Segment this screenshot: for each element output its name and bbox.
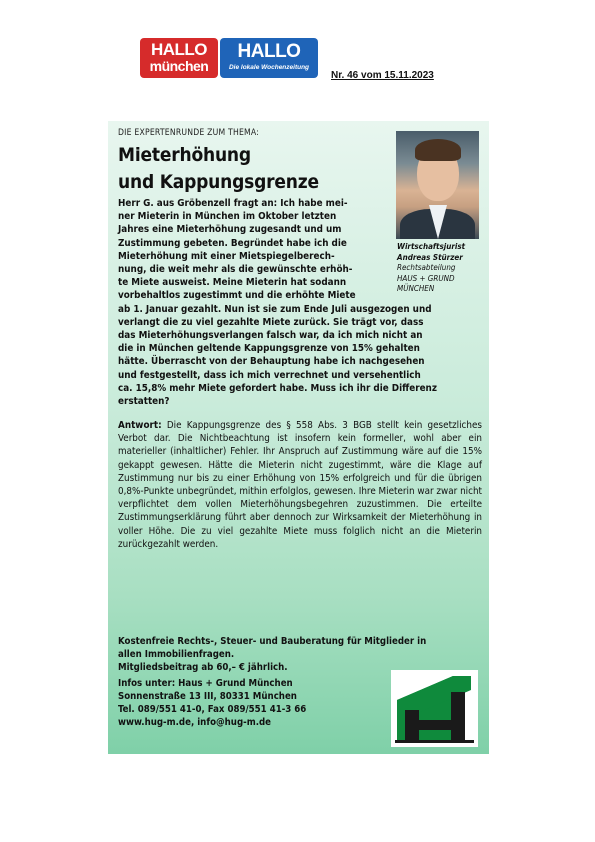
contact-line3: Tel. 089/551 41-0, Fax 089/551 41-3 66 xyxy=(118,704,307,715)
info-line2: allen Immobilienfragen. xyxy=(118,649,235,660)
question-line: Mieterhöhung mit einer Mietspiegelberech- xyxy=(118,250,335,262)
question-line: verlangt die zu viel gezahlte Miete zurück. Sie trägt vor, dass xyxy=(118,316,424,328)
info-line1: Kostenfreie Rechts-, Steuer- und Bauberatung für Mitglieder in xyxy=(118,636,427,647)
reader-question xyxy=(118,197,482,408)
question-line: Zustimmung gebeten. Begründet habe ich die xyxy=(118,237,347,249)
expert-org-line2: MÜNCHEN xyxy=(397,284,435,293)
expert-answer xyxy=(118,419,482,551)
contact-line4: www.hug-m.de, info@hug-m.de xyxy=(118,717,272,728)
question-line: und festgestellt, dass ich mich verrechnet und versehentlich xyxy=(118,369,421,381)
question-line: Herr G. aus Gröbenzell fragt an: Ich habe mei- xyxy=(118,198,348,209)
headline-line2: und Kappungsgrenze xyxy=(118,171,319,193)
contact-line2: Sonnenstraße 13 III, 80331 München xyxy=(118,691,297,702)
article-box xyxy=(108,121,489,754)
expert-dept: Rechtsabteilung xyxy=(397,263,456,272)
headline xyxy=(118,142,319,196)
expert-name: Andreas Stürzer xyxy=(397,252,463,262)
question-line: ca. 15,8% mehr Miete gefordert habe. Muss ich ihr die Differenz xyxy=(118,382,437,394)
answer-text: Die Kappungsgrenze des § 558 Abs. 3 BGB stellt kein gesetzliches Verbot dar. Die Nichtbeachtung ist insofern kein formeller, wohl aber ein materieller (inhaltlicher) Fehler. Ihr Anspruch auf Zustimmung wäre auf die 15% gekappt gewesen. Hätte die Mieterin nicht zugestimmt, wäre die Klage auf Zustimmung nur bis zu einer Erhöhung von 15% erfolgreich und für die übrigen 0,8%-Punkte unbegründet, mithin erfolglos, gewesen. Ihre Mieterin war zwar nicht verpflichtet dem vollen Mieterhöhungsbegehren zuzustimmen. Die erteilte Zustimmungserklärung führt aber dennoch zur Wirksamkeit der Mieterhöhung in voller Höhe. Die zu viel gezahlte Miete muss folglich nicht an die Mieterin zurückgezahlt werden. xyxy=(118,420,482,550)
question-line: ner Mieterin in München im Oktober letzten xyxy=(118,211,337,223)
info-line3: Mitgliedsbeitrag ab 60,– € jährlich. xyxy=(118,662,288,673)
question-line: Jahres eine Mieterhöhung zugesandt und um xyxy=(118,224,342,236)
house-icon xyxy=(391,670,478,747)
kicker: DIE EXPERTENRUNDE ZUM THEMA: xyxy=(118,128,260,138)
logo-blue-tagline: Die lokale Wochenzeitung xyxy=(228,64,310,71)
question-line: die in München geltende Kappungsgrenze von 15% gehalten xyxy=(118,343,420,355)
headline-line1: Mieterhöhung xyxy=(118,144,251,166)
question-line: das Mieterhöhungsverlangen falsch war, da ich mich nicht an xyxy=(118,330,423,342)
answer-label: Antwort: xyxy=(118,420,162,431)
question-line: vorbehaltlos zugestimmt und die erhöhte Miete xyxy=(118,290,356,302)
contact-line1: Infos unter: Haus + Grund München xyxy=(118,678,293,689)
logo-blue-line1: HALLO xyxy=(237,41,301,62)
question-line: ab 1. Januar gezahlt. Nun ist sie zum Ende Juli ausgezogen und xyxy=(118,303,432,315)
question-line: hätte. Überrascht von der Behauptung habe ich nachgesehen xyxy=(118,356,425,368)
issue-date: Nr. 46 vom 15.11.2023 xyxy=(331,70,434,81)
hallo-wochenzeitung-logo xyxy=(220,38,318,78)
expert-title: Wirtschaftsjurist xyxy=(397,242,466,251)
hallo-muenchen-logo xyxy=(140,38,218,78)
logo-red-line2: münchen xyxy=(149,58,209,74)
question-line: nung, die weit mehr als die gewünschte erhöh- xyxy=(118,264,353,276)
question-line: te Miete ausweist. Meine Mieterin hat sodann xyxy=(118,277,347,289)
question-line: erstatten? xyxy=(118,396,170,408)
logo-red-line1: HALLO xyxy=(150,40,208,59)
haus-und-grund-logo xyxy=(391,670,478,747)
expert-org-line1: HAUS + GRUND xyxy=(397,273,455,283)
